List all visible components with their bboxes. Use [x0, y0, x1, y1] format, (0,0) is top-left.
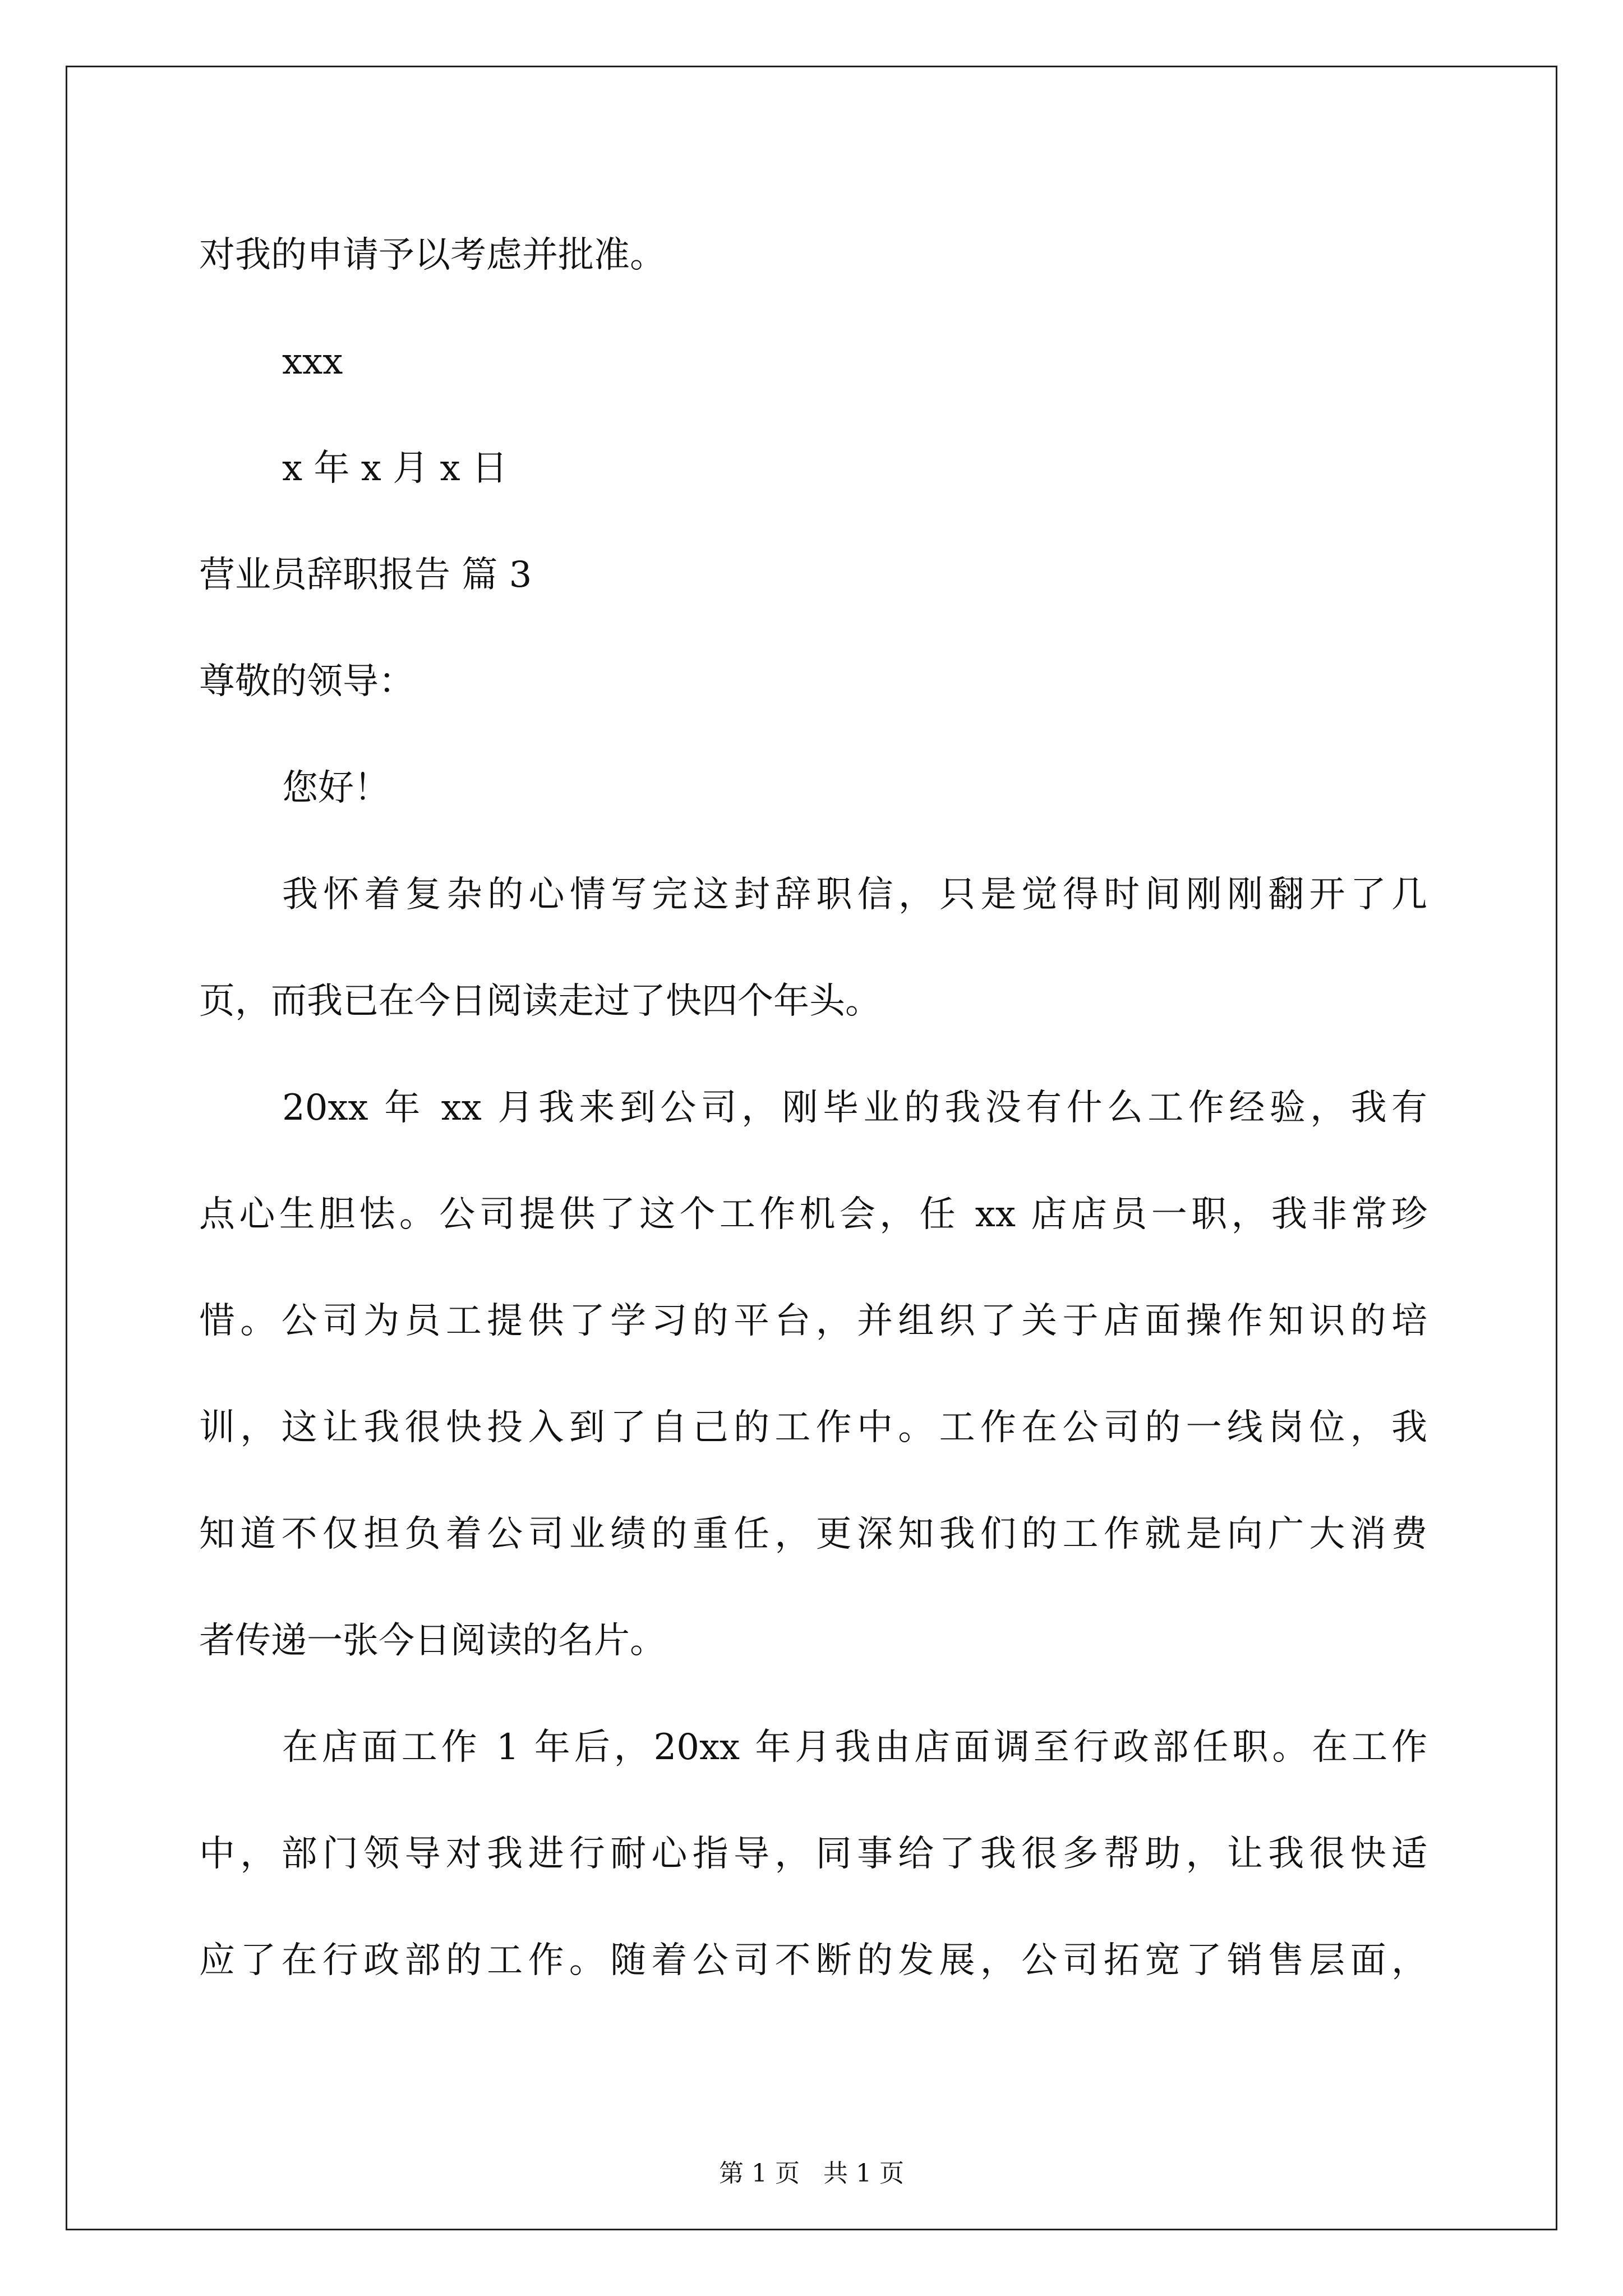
paragraph-2-line-6: 者传递一张今日阅读的名片。	[199, 1620, 666, 1662]
paragraph-2-line-5: 知道不仅担负着公司业绩的重任，更深知我们的工作就是向广大消费	[199, 1513, 1427, 1555]
signature-date: x 年 x 月 x 日	[282, 448, 508, 489]
greeting: 您好！	[282, 767, 390, 809]
paragraph-2-line-3: 惜。公司为员工提供了学习的平台，并组织了关于店面操作知识的培	[199, 1300, 1427, 1342]
paragraph-3-line-3: 应了在行政部的工作。随着公司不断的发展，公司拓宽了销售层面，	[199, 1940, 1427, 1981]
paragraph-1-line-1: 我怀着复杂的心情写完这封辞职信，只是觉得时间刚刚翻开了几	[282, 874, 1427, 915]
paragraph-2-line-1: 20xx 年 xx 月我来到公司，刚毕业的我没有什么工作经验，我有	[282, 1087, 1427, 1129]
signature-name: xxx	[282, 341, 343, 383]
paragraph-2-line-4: 训，这让我很快投入到了自己的工作中。工作在公司的一线岗位，我	[199, 1407, 1427, 1448]
paragraph-1-line-2: 页，而我已在今日阅读走过了快四个年头。	[199, 981, 881, 1022]
paragraph-2-line-2: 点心生胆怯。公司提供了这个工作机会，任 xx 店店员一职，我非常珍	[199, 1194, 1427, 1235]
paragraph-3-line-2: 中，部门领导对我进行耐心指导，同事给了我很多帮助，让我很快适	[199, 1833, 1427, 1875]
section-heading: 营业员辞职报告 篇 3	[199, 554, 532, 596]
page-number-footer: 第 1 页 共 1 页	[719, 2159, 904, 2188]
paragraph-3-line-1: 在店面工作 1 年后，20xx 年月我由店面调至行政部任职。在工作	[282, 1727, 1427, 1768]
salutation: 尊敬的领导：	[199, 661, 414, 702]
document-body	[199, 202, 1427, 2014]
closing-line: 对我的申请予以考虑并批准。	[199, 234, 666, 276]
